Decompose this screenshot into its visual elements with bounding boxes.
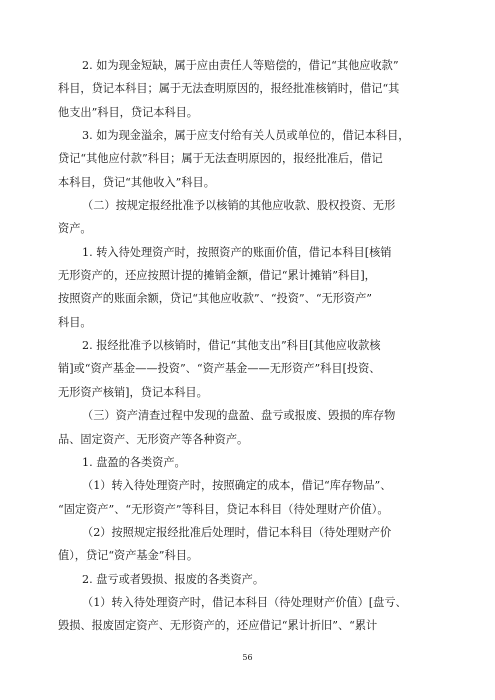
paragraph-line: 1. 转入待处理资产时，按照资产的账面价值，借记本科目[核销: [82, 245, 392, 259]
paragraph-line: 3. 如为现金溢余，属于应支付给有关人员或单位的，借记本科目，: [82, 129, 410, 143]
paragraph-line: “固定资产”、“无形资产”等科目，贷记本科目（待处理财产价值）。: [58, 502, 389, 516]
paragraph-line: 销]或“资产基金——投资”、“资产基金——无形资产”科目[投资、: [58, 362, 381, 376]
paragraph-line: 值），贷记“资产基金”科目。: [58, 549, 199, 563]
section-heading-line: 品、固定资产、无形资产等各种资产。: [58, 432, 249, 446]
paragraph-line: （1）转入待处理资产时，借记本科目（待处理财产价值）[盘亏、: [82, 595, 407, 609]
paragraph-line: 科目。: [58, 315, 92, 329]
paragraph-line: （1）转入待处理资产时，按照确定的成本，借记“库存物品”、: [82, 479, 392, 493]
section-heading-line: 资产。: [58, 222, 92, 236]
page-number: 56: [242, 653, 253, 662]
paragraph-line: （2）按照规定报经批准后处理时，借记本科目（待处理财产价: [82, 525, 392, 539]
section-heading-line: （三）资产清查过程中发现的盘盈、盘亏或报废、毁损的库存物: [82, 409, 396, 423]
paragraph-line: 科目，贷记本科目；属于无法查明原因的，报经批准核销时，借记“其: [58, 82, 400, 96]
paragraph-line: 2. 盘亏或者毁损、报废的各类资产。: [82, 572, 265, 586]
paragraph-line: 2. 报经批准予以核销时，借记“其他支出”科目[其他应收款核: [82, 339, 381, 353]
paragraph-line: 按照资产的账面余额，贷记“其他应收款”、“投资”、“无形资产”: [58, 292, 373, 306]
paragraph-line: 毁损、报废固定资产、无形资产的，还应借记“累计折旧”、“累计: [58, 619, 378, 633]
paragraph-line: 无形资产核销]，贷记本科目。: [58, 385, 208, 399]
paragraph-line: 无形资产的，还应按照计提的摊销金额，借记“累计摊销”科目]，: [58, 269, 376, 283]
paragraph-line: 本科目，贷记“其他收入”科目。: [58, 175, 215, 189]
paragraph-line: 他支出”科目，贷记本科目。: [58, 105, 198, 119]
paragraph-line: 贷记“其他应付款”科目；属于无法查明原因的，报经批准后，借记: [58, 152, 383, 166]
document-body: [58, 54, 438, 638]
section-heading-line: （二）按规定报经批准予以核销的其他应收款、股权投资、无形: [82, 199, 396, 213]
paragraph-line: 1. 盘盈的各类资产。: [82, 455, 186, 469]
paragraph-line: 2. 如为现金短缺，属于应由责任人等赔偿的，借记“其他应收款”: [82, 59, 399, 72]
